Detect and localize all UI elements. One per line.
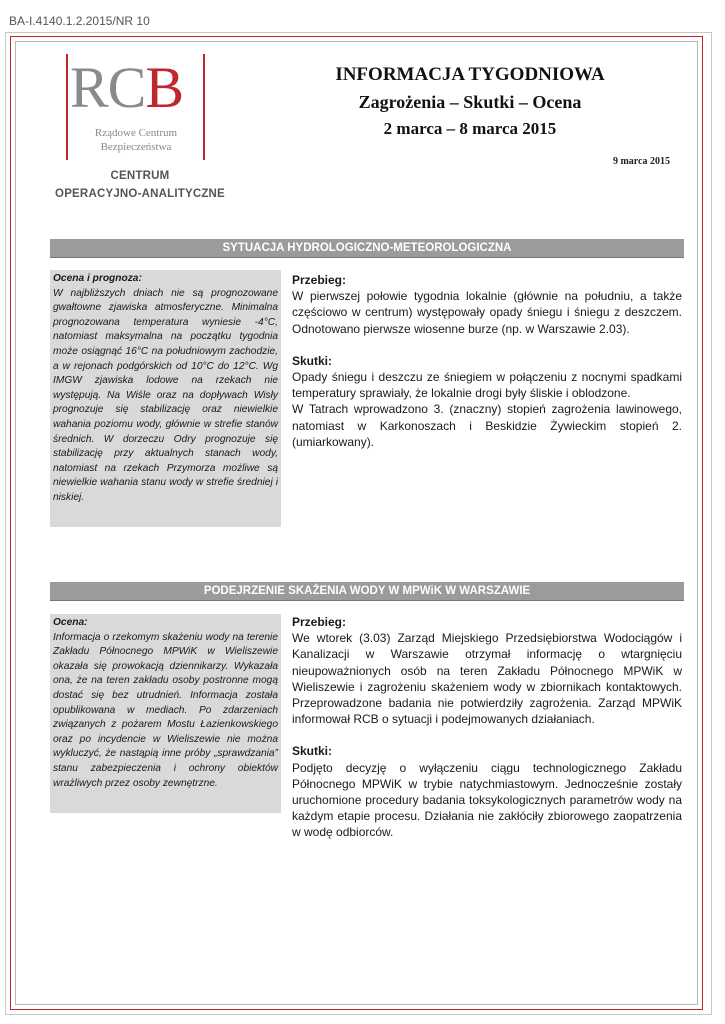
course-text: W pierwszej połowie tygodnia lokalnie (głównie na południu, a także częściowo w centrum) występowały opady śniegu i śniegu z deszczem. Odnotowano pierwsze wiosenne burze (np. w Warszawie 2.03). [292, 289, 682, 336]
details-column-water [292, 614, 682, 841]
effects-text: Opady śniegu i deszczu ze śniegiem w połączeniu z nocnymi spadkami temperatury sprawiały, że lokalnie drogi były śliskie i oblodzone. [292, 370, 682, 401]
issue-date: 9 marca 2015 [612, 156, 670, 167]
assessment-label: Ocena i prognoza: [53, 273, 142, 284]
document-period: 2 marca – 8 marca 2015 [383, 119, 557, 138]
center-line2: OPERACYJNO-ANALITYCZNE [55, 188, 225, 200]
logo-letters-grey: RC [70, 55, 146, 120]
course-text: We wtorek (3.03) Zarząd Miejskiego Przedsiębiorstwa Wodociągów i Kanalizacji w Warszawie otrzymał informację o wtargnięciu nieupoważnionych osób na teren Zakładu Północnego MPWiK w Wieliszewie i zagrożeniu skażeniem wody w zbiornikach kontaktowych. Przeprowadzone badania nie potwierdziły zagrożenia. Zarząd MPWiK informował RCB o sytuacji i podejmowanych działaniach. [292, 631, 682, 727]
course-label: Przebieg: [292, 615, 347, 629]
logo-line2: Bezpieczeństwa [100, 141, 172, 153]
center-line1: CENTRUM [110, 170, 170, 182]
effects-label: Skutki: [292, 744, 333, 759]
assessment-text: W najbliższych dniach nie są prognozowane gwałtowne zjawiska atmosferyczne. Minimalna prognozowana temperatura wyniesie -4°C, natomiast maksymalna na początku tygodnia może osiągnąć 16°C na południowym zachodzie, a w rejonach podgórskich od 10°C do 12°C. Wg IMGW zjawiska lodowe na rzekach nie występują. Na Wiśle oraz na dopływach Wisły prognozuje się stabilizację oraz niewielkie wahania poziomu wody, głównie w strefie stanów średnich. W dorzeczu Odry prognozuje się stabilizację przy aktualnych stanach wody, natomiast na rzekach Przymorza możliwe są niewielkie wahania stanu wody w strefie średniej i niskiej. [53, 287, 278, 503]
document-title: INFORMACJA TYGODNIOWA [335, 64, 605, 85]
effects-text: Podjęto decyzję o wyłączeniu ciągu technologicznego Zakładu Północnego MPWiK w trybie natychmiastowym. Jednocześnie zostały uruchomione procedury badania toksykologicznych parametrów wody na każdym etapie procesu. Działania nie zakłóciły zbiorowego zaopatrzenia w wodę odbiorców. [292, 760, 682, 840]
details-column-hydro [292, 272, 682, 450]
assessment-box-water [50, 614, 281, 813]
document-reference: BA-I.4140.1.2.2015/NR 10 [9, 14, 150, 28]
assessment-box-hydro [50, 270, 281, 527]
logo-line1: Rządowe Centrum [94, 127, 178, 139]
logo-letter-red: B [145, 55, 184, 120]
course-label: Przebieg: [292, 273, 347, 287]
section-heading-hydro: SYTUACJA HYDROLOGICZNO-METEOROLOGICZNA [50, 239, 684, 258]
rcb-logo [66, 52, 206, 162]
section-heading-water: PODEJRZENIE SKAŻENIA WODY W MPWiK W WARSZAWIE [50, 582, 684, 601]
logo-letters [70, 55, 184, 120]
assessment-label: Ocena: [53, 617, 88, 628]
effects-label: Skutki: [292, 353, 333, 368]
document-subtitle: Zagrożenia – Skutki – Ocena [358, 92, 582, 112]
assessment-text: Informacja o rzekomym skażeniu wody na terenie Zakładu Północnego MPWiK w Wieliszewie okazała się prowokacją dziennikarzy. Wykazała ona, że na teren zakładu osoby postronne mogą dostać się bez utrudnień. Informacja została opublikowana w mediach. Po zdarzeniach związanych z pożarem Mostu Łazienkowskiego oraz po incydencie w Wieliszewie nie można wykluczyć, że nastąpią inne próby „sprawdzania” stanu zabezpieczenia i ochrony obiektów wrażliwych przez osoby zewnętrzne. [53, 631, 278, 789]
effects-text: W Tatrach wprowadzono 3. (znaczny) stopień zagrożenia lawinowego, natomiast w Karkonoszach i Beskidzie Żywieckim stopień 2. (umiarkowany). [292, 402, 682, 449]
